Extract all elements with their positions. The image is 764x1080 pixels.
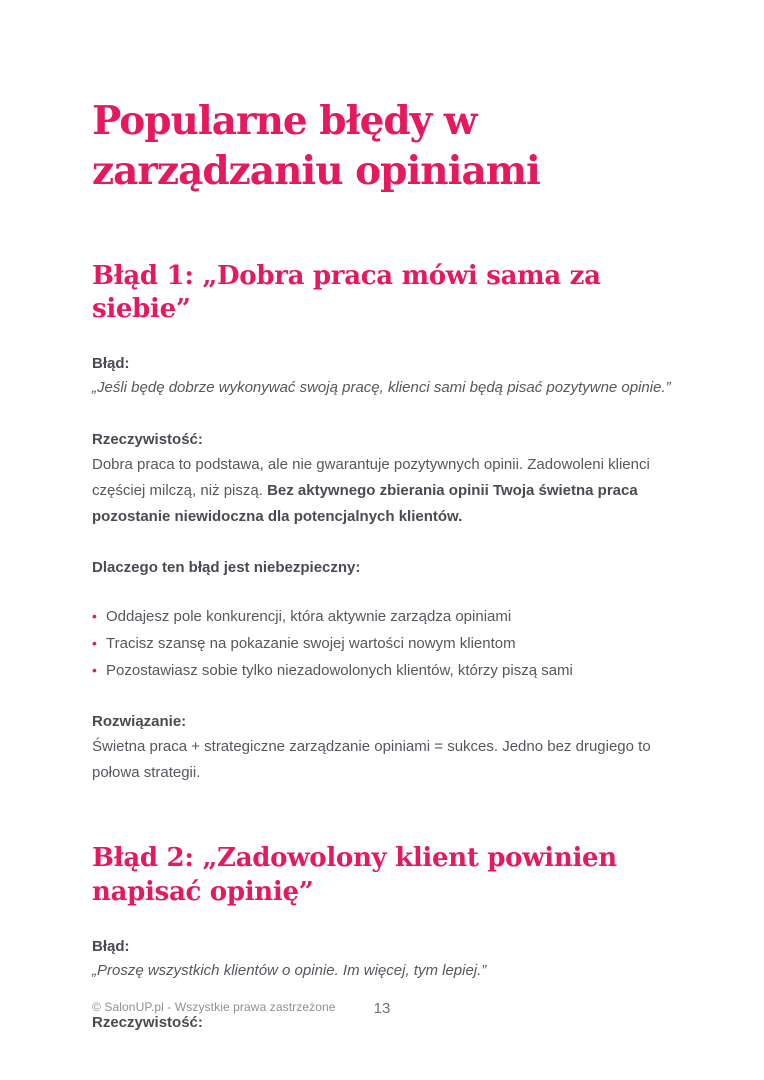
danger-label-error1: Dlaczego ten błąd jest niebezpieczny: (92, 559, 361, 577)
reality-label-error2: Rzeczywistość: (92, 1013, 203, 1031)
page-number: 13 (373, 1000, 391, 1017)
reality-text-bold: Bez aktywnego zbierania opinii Twoja świetna praca pozostanie niewidoczna dla potencjalnych klientów. (92, 482, 638, 526)
list-item (92, 630, 688, 657)
reality-label-error1: Rzeczywistość: (92, 431, 203, 449)
mistake-quote-error1: „Jeśli będę dobrze wykonywać swoją pracę, klienci sami będą pisać pozytywne opinie.” (92, 379, 671, 397)
bullet-icon: • (92, 635, 97, 652)
solution-text-error1: Świetna praca + strategiczne zarządzanie opiniami = sukces. Jedno bez drugiego to połowa strategii. (92, 738, 651, 782)
list-item-text: Oddajesz pole konkurencji, która aktywnie zarządza opiniami (106, 608, 512, 626)
mistake-label-error1: Błąd: (92, 355, 130, 373)
section-heading-error1: Błąd 1: „Dobra praca mówi sama za siebie” (92, 260, 601, 325)
list-item-text: Pozostawiasz sobie tylko niezadowolonych klientów, którzy piszą sami (106, 662, 573, 680)
solution-label-error1: Rozwiązanie: (92, 713, 187, 731)
reality-text-error1 (92, 452, 688, 530)
bullet-icon: • (92, 608, 97, 625)
bullet-icon: • (92, 662, 97, 679)
list-item (92, 657, 688, 684)
section-heading-error2: Błąd 2: „Zadowolony klient powinien napisać opinię” (92, 843, 617, 907)
reality-text-normal: Dobra praca to podstawa, ale nie gwarantuje pozytywnych opinii. Zadowoleni klienci częściej milczą, niż piszą. (92, 456, 650, 500)
mistake-quote-error2: „Proszę wszystkich klientów o opinie. Im więcej, tym lepiej.” (92, 961, 487, 979)
list-item (92, 603, 688, 630)
danger-bullet-list (92, 603, 688, 684)
list-item-text: Tracisz szansę na pokazanie swojej wartości nowym klientom (106, 635, 516, 653)
mistake-label-error2: Błąd: (92, 937, 130, 955)
page-footer (0, 1000, 764, 1024)
footer-copyright: © SalonUP.pl - Wszystkie prawa zastrzeżone (92, 1000, 336, 1014)
page-title: Popularne błędy w zarządzaniu opiniami (92, 98, 540, 194)
